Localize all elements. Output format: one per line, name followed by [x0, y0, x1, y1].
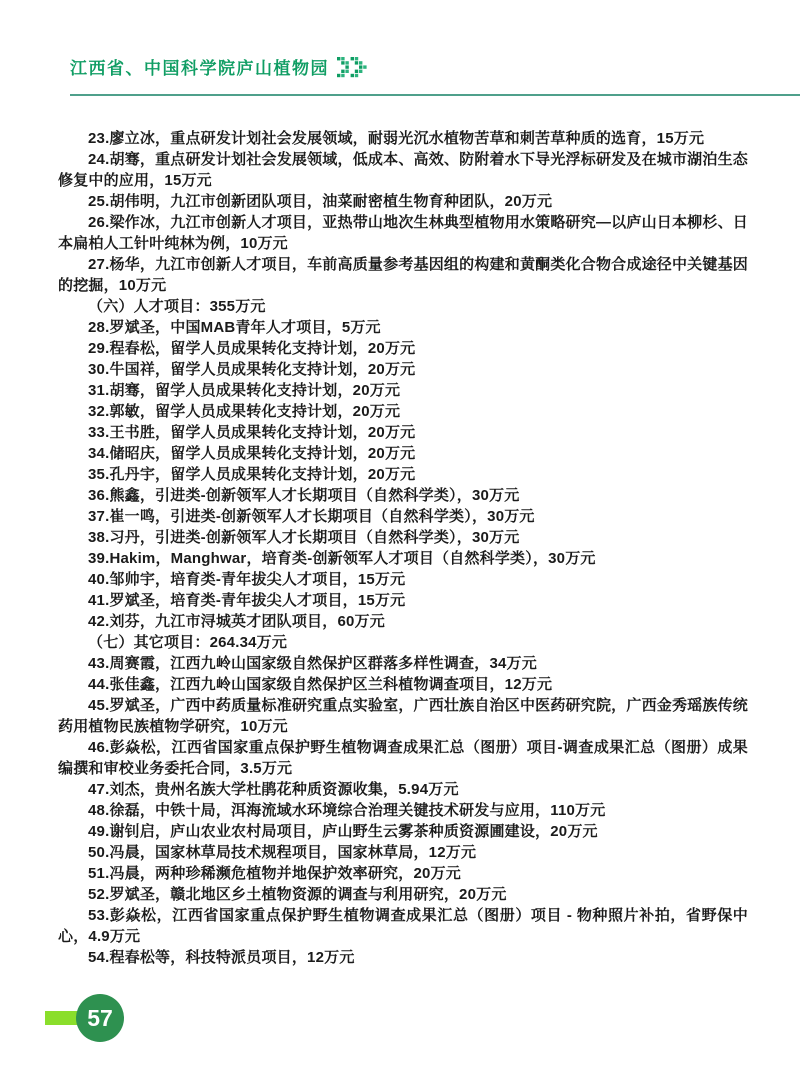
list-item: 44.张佳鑫，江西九岭山国家级自然保护区兰科植物调查项目，12万元: [88, 676, 553, 693]
list-item: 45.罗斌圣，广西中药质量标准研究重点实验室，广西壮族自治区中医药研究院，广西金秀瑶族传统药用植物民族植物学研究，10万元: [58, 697, 748, 735]
list-item: 43.周赛霞，江西九岭山国家级自然保护区群落多样性调查，34万元: [88, 655, 537, 672]
list-item: 40.邹帅宇，培育类-青年拔尖人才项目，15万元: [88, 571, 406, 588]
list-item: 54.程春松等，科技特派员项目，12万元: [88, 949, 355, 966]
list-item: 25.胡伟明，九江市创新团队项目，油菜耐密植生物育种团队，20万元: [88, 193, 553, 210]
list-item: 31.胡骞，留学人员成果转化支持计划，20万元: [88, 382, 401, 399]
list-item: 39.Hakim，Manghwar，培育类-创新领军人才项目（自然科学类），30万元: [88, 550, 596, 567]
list-item: 52.罗斌圣，赣北地区乡土植物资源的调查与利用研究，20万元: [88, 886, 507, 903]
page-header: [70, 54, 800, 96]
list-item: 42.刘芬，九江市浔城英才团队项目，60万元: [88, 613, 385, 630]
list-item: 47.刘杰，贵州名族大学杜鹃花种质资源收集，5.94万元: [88, 781, 459, 798]
list-item: 30.牛国祥，留学人员成果转化支持计划，20万元: [88, 361, 416, 378]
pixel-double-chevron-icon: [337, 57, 367, 83]
list-item: 29.程春松，留学人员成果转化支持计划，20万元: [88, 340, 416, 357]
section-heading: （七）其它项目：264.34万元: [88, 634, 288, 651]
list-item: 51.冯晨，两种珍稀濒危植物并地保护效率研究，20万元: [88, 865, 461, 882]
list-item: 36.熊鑫，引进类-创新领军人才长期项目（自然科学类），30万元: [88, 487, 520, 504]
list-item: 33.王书胜，留学人员成果转化支持计划，20万元: [88, 424, 416, 441]
document-body: [58, 128, 748, 968]
list-item: 23.廖立冰，重点研发计划社会发展领域，耐弱光沉水植物苦草和刺苦草种质的选育，15万元: [88, 130, 705, 147]
list-item: 48.徐磊，中铁十局，洱海流域水环境综合治理关键技术研发与应用，110万元: [88, 802, 606, 819]
page-number-badge: [76, 994, 124, 1042]
list-item: 38.习丹，引进类-创新领军人才长期项目（自然科学类），30万元: [88, 529, 520, 546]
list-item: 37.崔一鸣，引进类-创新领军人才长期项目（自然科学类），30万元: [88, 508, 535, 525]
page-number: 57: [87, 1004, 113, 1031]
list-item: 53.彭焱松，江西省国家重点保护野生植物调查成果汇总（图册）项目 - 物种照片补拍，省野保中心，4.9万元: [58, 907, 748, 945]
list-item: 24.胡骞，重点研发计划社会发展领域，低成本、高效、防附着水下导光浮标研发及在城市湖泊生态修复中的应用，15万元: [58, 151, 748, 189]
list-item: 32.郭敏，留学人员成果转化支持计划，20万元: [88, 403, 401, 420]
list-item: 26.梁作冰，九江市创新人才项目，亚热带山地次生林典型植物用水策略研究—以庐山日本柳杉、日本扁柏人工针叶纯林为例，10万元: [58, 214, 748, 252]
list-item: 41.罗斌圣，培育类-青年拔尖人才项目，15万元: [88, 592, 406, 609]
list-item: 27.杨华，九江市创新人才项目，车前高质量参考基因组的构建和黄酮类化合物合成途径中关键基因的挖掘，10万元: [58, 256, 748, 294]
list-item: 46.彭焱松，江西省国家重点保护野生植物调查成果汇总（图册）项目-调查成果汇总（图册）成果编撰和审校业务委托合同，3.5万元: [58, 739, 748, 777]
list-item: 50.冯晨，国家林草局技术规程项目，国家林草局，12万元: [88, 844, 477, 861]
section-heading: （六）人才项目：355万元: [88, 298, 266, 315]
list-item: 49.谢钊启，庐山农业农村局项目，庐山野生云雾茶种质资源圃建设，20万元: [88, 823, 598, 840]
list-item: 35.孔丹宇，留学人员成果转化支持计划，20万元: [88, 466, 416, 483]
organization-title: 江西省、中国科学院庐山植物园: [70, 59, 329, 78]
list-item: 34.储昭庆，留学人员成果转化支持计划，20万元: [88, 445, 416, 462]
list-item: 28.罗斌圣，中国MAB青年人才项目，5万元: [88, 319, 381, 336]
